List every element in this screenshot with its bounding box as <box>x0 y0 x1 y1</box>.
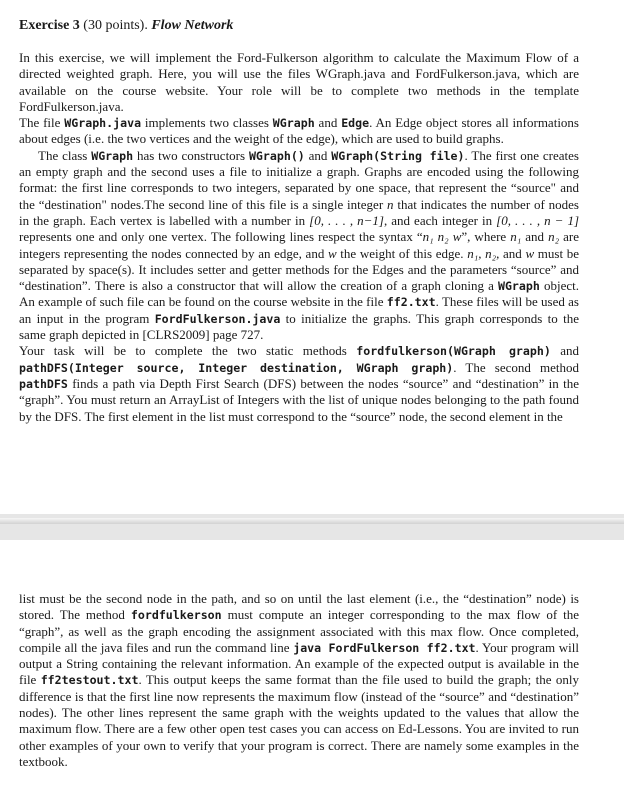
document-body-continued <box>19 591 579 770</box>
paragraph-continuation: list must be the second node in the path, and so on until the last element (i.e., the “destination” node) is stored. The method fordfulkerson must compute an integer corresponding to the max flow of the “graph”, as well as the graph encoding the assignment associated with this max flow. Once completed, compile all the java files and run the command line java FordFulkerson ff2.txt. Your program will output a String containing the relevant information. An example of the expected output is available in the file ff2testout.txt. This output keeps the same format than the file used to build the graph; the only difference is that the first line now represents the maximum flow (instead of the “source” and “destination” nodes). The other lines represent the same graph with the weights updated to the values that allow the maximum flow. There are a few other open test cases you can access on Ed-Lessons. You are invited to run other examples of your own to verify that your program is correct. There are namely some examples in the textbook. <box>19 591 580 769</box>
page-break <box>0 514 624 540</box>
exercise-number: Exercise 3 <box>19 18 80 33</box>
paragraph-wgraph-file: The file WGraph.java implements two classes WGraph and Edge. An Edge object stores all informations about edges (i.e. the two vertices and the weight of the edge), which are used to build graphs. <box>19 115 579 147</box>
document-body <box>19 50 579 425</box>
paragraph-task: Your task will be to complete the two static methods fordfulkerson(WGraph graph) and pathDFS(Integer source, Integer destination, WGraph graph). The second method pathDFS finds a path via Depth First Search (DFS) between the nodes “source” and “destination” in the “graph”. You must return an ArrayList of Integers with the list of unique nodes belonging to the path found by the DFS. The first element in the list must correspond to the “source” node, the second element in the <box>19 343 579 424</box>
exercise-title: Flow Network <box>151 18 234 33</box>
paragraph-wgraph-class: The class WGraph has two constructors WGraph() and WGraph(String file). The first one creates an empty graph and the second uses a file to initialize a graph. Graphs are encoded using the following format: the first line corresponds to two integers, separated by one space, that represent the “source" and the “destination" nodes.The second line of this file is a single integer n that indicates the number of nodes in the graph. Each vertex is labelled with a number in [0, . . . , n−1], and each integer in [0, . . . , n − 1] represents one and only one vertex. The following lines respect the syntax “n₁ n₂ w”, where n₁ and n₂ are integers representing the nodes connected by an edge, and w the weight of this edge. n₁, n₂, and w must be separated by space(s). It includes setter and getter methods for the Edges and the parameters “source” and “destination”. There is also a constructor that will allow the creation of a graph cloning a WGraph object. An example of such file can be found on the course website in the file ff2.txt. These files will be used as an input in the program FordFulkerson.java to initialize the graphs. This graph corresponds to the same graph depicted in [CLRS2009] page 727. <box>19 147 580 343</box>
exercise-points: (30 points). <box>83 18 148 33</box>
page-2 <box>0 540 624 787</box>
exercise-heading <box>19 18 233 34</box>
paragraph-intro: In this exercise, we will implement the Ford-Fulkerson algorithm to calculate the Maximum Flow of a directed weighted graph. Here, you will use the files WGraph.java and FordFulkerson.java, which are available on the course website. Your role will be to complete two methods in the template FordFulkerson.java. <box>19 50 579 114</box>
